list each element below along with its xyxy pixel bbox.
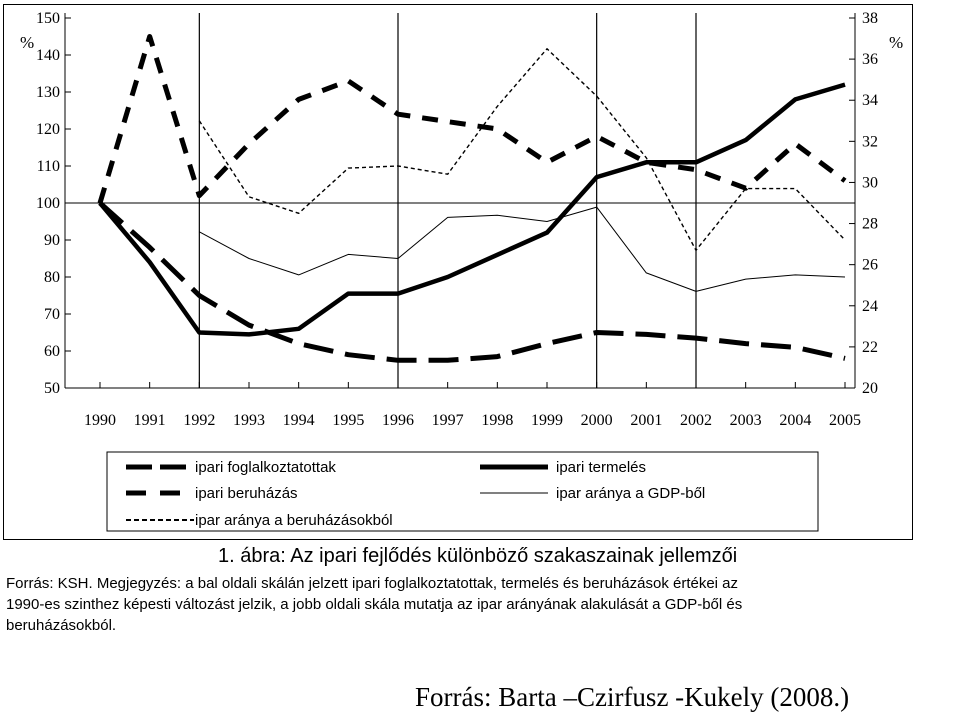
- x-tick-label: 2003: [729, 412, 762, 429]
- right-tick-label: 28: [862, 215, 878, 233]
- x-tick-label: 1991: [133, 412, 166, 429]
- x-tick-label: 1997: [431, 412, 464, 429]
- legend-label: ipari termelés: [556, 459, 647, 476]
- left-unit-label: %: [20, 33, 35, 52]
- x-tick-label: 1998: [481, 412, 514, 429]
- left-tick-label: 100: [36, 195, 60, 212]
- source-attribution: Forrás: Barta –Czirfusz -Kukely (2008.): [415, 682, 850, 712]
- legend-label: ipari beruházás: [195, 485, 298, 502]
- series-line-ipari-beruházás: [100, 37, 845, 204]
- left-tick-label: 80: [44, 269, 60, 286]
- right-tick-label: 34: [862, 92, 878, 110]
- x-tick-label: 1999: [531, 412, 563, 429]
- x-tick-label: 1992: [183, 412, 216, 429]
- left-tick-label: 90: [44, 232, 60, 249]
- right-tick-label: 30: [862, 174, 878, 192]
- series-line-ipar-aránya-a-GDP-ből: [199, 207, 845, 291]
- x-tick-label: 2000: [580, 412, 613, 429]
- note-line: 1990-es szinthez képesti változást jelzik, a jobb oldali skála mutatja az ipar arányának alakulását a GDP-ből és: [6, 596, 743, 613]
- series-line-ipari-termelés: [100, 85, 845, 335]
- x-tick-label: 2002: [680, 412, 712, 429]
- legend-label: ipar aránya a beruházásokból: [195, 512, 393, 529]
- x-tick-label: 2001: [630, 412, 663, 429]
- x-tick-label: 1996: [382, 412, 414, 429]
- note-line: Forrás: KSH. Megjegyzés: a bal oldali skálán jelzett ipari foglalkoztatottak, termelés és beruházások értékei az: [6, 575, 739, 592]
- right-tick-label: 24: [862, 297, 878, 315]
- left-tick-label: 60: [44, 343, 60, 360]
- left-tick-label: 150: [36, 10, 60, 27]
- x-tick-label: 1995: [332, 412, 365, 429]
- left-tick-label: 140: [36, 47, 60, 64]
- x-tick-label: 2004: [779, 412, 812, 429]
- right-tick-label: 22: [862, 338, 878, 356]
- figure-note: [6, 573, 956, 636]
- figure-caption: 1. ábra: Az ipari fejlődés különböző szakaszainak jellemzői: [218, 545, 738, 567]
- left-tick-label: 120: [36, 121, 60, 138]
- note-line: beruházásokból.: [6, 617, 117, 634]
- left-tick-label: 130: [36, 84, 60, 101]
- series-line-ipari-foglalkoztatottak: [100, 203, 845, 360]
- left-tick-label: 110: [36, 158, 60, 175]
- legend-label: ipari foglalkoztatottak: [195, 459, 336, 476]
- left-tick-label: 50: [44, 380, 60, 397]
- right-unit-label: %: [889, 33, 904, 52]
- legend-label: ipar aránya a GDP-ből: [556, 485, 706, 502]
- x-tick-label: 2005: [829, 412, 861, 429]
- right-tick-label: 20: [862, 380, 878, 397]
- x-tick-label: 1994: [282, 412, 315, 429]
- right-tick-label: 32: [862, 133, 878, 151]
- left-tick-label: 70: [44, 306, 60, 323]
- right-tick-label: 36: [862, 51, 878, 69]
- right-tick-label: 26: [862, 256, 878, 274]
- series-line-ipar-aránya-a-beruházásokból: [199, 49, 845, 251]
- right-tick-label: 38: [862, 10, 878, 27]
- x-tick-label: 1993: [233, 412, 265, 429]
- x-tick-label: 1990: [84, 412, 116, 429]
